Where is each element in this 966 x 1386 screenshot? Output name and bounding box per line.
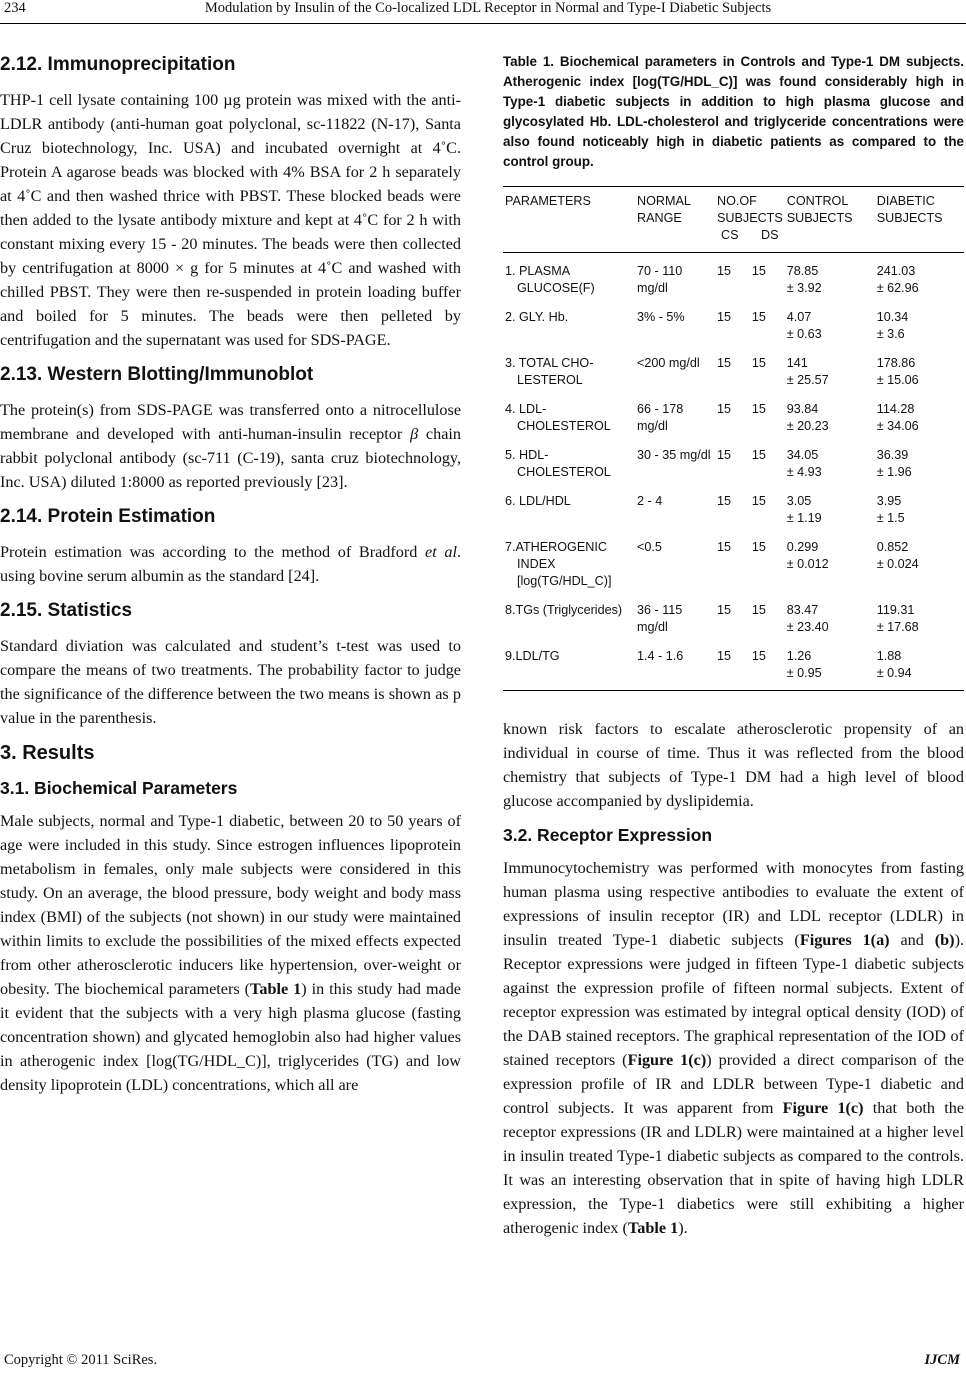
cell-cs: 15: [717, 402, 732, 416]
table-body: [503, 253, 964, 691]
cell-control: 34.05 ± 4.93: [786, 448, 822, 479]
cell-parameter: 4. LDL-CHOLESTEROL: [505, 402, 611, 433]
cell-ds: 15: [751, 356, 766, 370]
journal-name: IJCM: [924, 1352, 960, 1368]
paragraph-immunoprecipitation: THP-1 cell lysate containing 100 µg protein was mixed with the anti-LDLR antibody (anti-human goat polyclonal, sc-11822 (N-17), Santa Cruz biotechnology, Inc. USA) and incubated overnight at 4˚C. Protein A agarose beads was blocked with 4% BSA for 2 h separately at 4˚C and then washed thrice with PBST. These blocked beads were then added to the lysate antibody mixture and kept at 4˚C for 2 h with constant mixing every 15 - 20 minutes. The beads were then collected by centrifugation at 8000 × g for 5 minutes at 4˚C and washed with chilled PBST. They were then re-suspended in protein loading buffer and boiled for 5 minutes. The beads were then pelleted by centrifugation and the supernatant was used for SDS-PAGE.: [0, 91, 461, 349]
paragraph-receptor-expression: Immunocytochemistry was performed with monocytes from fasting human plasma using respective antibodies to evaluate the extent of expressions of insulin receptor (IR) and LDL receptor (LDLR) in insulin treated Type-1 diabetic subjects (Figures 1(a) and (b)). Receptor expressions were judged in fifteen Type-1 diabetic subjects against the expression profile of fifteen normal subjects. Extent of receptor expression was estimated by integral optical density (IOD) of the DAB stained receptors. The graphical representation of the IOD of stained receptors (Figure 1(c)) provided a direct comparison of the expression profile of IR and LDLR between Type-1 diabetic and control subjects. It was apparent from Figure 1(c) that both the receptor expressions (IR and LDLR) were maintained at a higher level in insulin treated Type-1 diabetic subjects as compared to the controls. It was an interesting observation that in spite of having high LDLR expression, the Type-1 diabetics were still exhibiting a higher atherogenic index (Table 1).: [503, 859, 965, 1237]
cell-ds: 15: [751, 264, 766, 278]
right-column: [503, 52, 964, 1250]
cell-cs: 15: [717, 448, 732, 462]
cell-diabetic: 10.34 ± 3.6: [876, 310, 909, 341]
cell-normal-range: 36 - 115 mg/dl: [637, 603, 683, 634]
cell-parameter: 5. HDL-CHOLESTEROL: [505, 448, 611, 479]
paragraph-statistics: Standard diviation was calculated and student’s t-test was used to compare the means of two treatments. The probability factor to judge the significance of the difference between the two means is shown as p value in the parenthesis.: [0, 637, 461, 727]
cell-cs: 15: [717, 356, 732, 370]
cell-control: 0.299 ± 0.012: [786, 540, 829, 571]
header-no-of-subjects: NO.OF SUBJECTS CS DS: [717, 194, 783, 242]
cell-diabetic: 1.88 ± 0.94: [876, 649, 912, 680]
page-footer: [0, 1352, 966, 1376]
cell-control: 93.84 ± 20.23: [786, 402, 829, 433]
cell-parameter: 3. TOTAL CHO-LESTEROL: [505, 356, 594, 387]
cell-control: 4.07 ± 0.63: [786, 310, 822, 341]
cell-diabetic: 114.28 ± 34.06: [876, 402, 919, 433]
page-number: 234: [4, 0, 26, 16]
table-row: [503, 598, 964, 644]
cell-cs: 15: [717, 494, 732, 508]
table-header-row: [503, 187, 964, 253]
header-rule: [0, 23, 966, 24]
cell-parameter: 6. LDL/HDL: [505, 494, 571, 508]
table-row: [503, 351, 964, 397]
cell-ds: 15: [751, 494, 766, 508]
cell-parameter: 9.LDL/TG: [505, 649, 560, 663]
cell-diabetic: 119.31 ± 17.68: [876, 603, 919, 634]
header-parameters: PARAMETERS: [505, 194, 591, 208]
section-heading-2-14: 2.14. Protein Estimation: [0, 506, 216, 527]
header-diabetic-subjects: DIABETIC SUBJECTS: [876, 194, 943, 225]
cell-diabetic: 36.39 ± 1.96: [876, 448, 912, 479]
cell-cs: 15: [717, 310, 732, 324]
cell-ds: 15: [751, 402, 766, 416]
cell-normal-range: 30 - 35 mg/dl: [637, 448, 711, 462]
cell-diabetic: 241.03 ± 62.96: [876, 264, 919, 295]
cell-ds: 15: [751, 603, 766, 617]
cell-diabetic: 3.95 ± 1.5: [876, 494, 905, 525]
section-heading-3-1: 3.1. Biochemical Parameters: [0, 778, 238, 798]
cell-ds: 15: [751, 448, 766, 462]
cell-parameter: 2. GLY. Hb.: [505, 310, 569, 324]
cell-ds: 15: [751, 310, 766, 324]
cell-control: 1.26 ± 0.95: [786, 649, 822, 680]
paragraph-biochemical-parameters: Male subjects, normal and Type-1 diabetic, between 20 to 50 years of age were included in this study. Since estrogen influences lipoprotein metabolism in females, only male subjects were considered in this study. On an average, the blood pressure, body weight and body mass index (BMI) of the subjects (not shown) in our study were maintained within limits to exclude the possibilities of the mixed effects expected from other atherosclerotic inducers like hypertension, over-weight or obesity. The biochemical parameters (Table 1) in this study had made it evident that the subjects with a very high plasma glucose (fasting concentration shown) and glycated hemoglobin also had higher values in atherogenic index [log(TG/HDL_C)], triglycerides (TG) and low density lipoprotein (LDL) concentrations, which all are: [0, 812, 461, 1094]
paragraph-results-continued: known risk factors to escalate atherosclerotic propensity of an individual in course of time. Thus it was reflected from the blood chemistry that subjects of Type-1 DM had a high level of blood glucose accompanied by dyslipidemia.: [503, 720, 964, 810]
cell-normal-range: 3% - 5%: [637, 310, 685, 324]
table-row: [503, 397, 964, 443]
table-row: [503, 535, 964, 598]
header-normal-range: NORMAL RANGE: [637, 194, 691, 225]
table-caption: Table 1. Biochemical parameters in Controls and Type-1 DM subjects. Atherogenic index [log(TG/HDL_C)] was found considerably high in Type-1 diabetic subjects in addition to high plasma glucose and glycosylated Hb. LDL-cholesterol and triglyceride concentrations were also found noticeably high in diabetic patients as compared to the control group.: [503, 54, 964, 169]
cell-control: 78.85 ± 3.92: [786, 264, 822, 295]
section-heading-2-15: 2.15. Statistics: [0, 600, 133, 621]
cell-cs: 15: [717, 649, 732, 663]
cell-normal-range: 2 - 4: [637, 494, 663, 508]
table-row: [503, 644, 964, 691]
section-heading-2-12: 2.12. Immunoprecipitation: [0, 54, 236, 75]
cell-control: 141 ± 25.57: [786, 356, 829, 387]
cell-diabetic: 0.852 ± 0.024: [876, 540, 919, 571]
cell-parameter: 7.ATHEROGENIC INDEX [log(TG/HDL_C)]: [505, 540, 612, 588]
biochemical-parameters-table: [503, 186, 964, 691]
table-row: [503, 489, 964, 535]
table-row: [503, 253, 964, 306]
cell-diabetic: 178.86 ± 15.06: [876, 356, 919, 387]
table-row: [503, 443, 964, 489]
cell-control: 83.47 ± 23.40: [786, 603, 829, 634]
cell-normal-range: 66 - 178 mg/dl: [637, 402, 684, 433]
cell-cs: 15: [717, 264, 732, 278]
copyright-notice: Copyright © 2011 SciRes.: [4, 1352, 158, 1368]
cell-parameter: 8.TGs (Triglycerides): [505, 603, 623, 617]
section-heading-3: 3. Results: [0, 742, 95, 764]
cell-control: 3.05 ± 1.19: [786, 494, 822, 525]
cell-normal-range: <200 mg/dl: [637, 356, 700, 370]
cell-normal-range: <0.5: [637, 540, 662, 554]
cell-parameter: 1. PLASMA GLUCOSE(F): [505, 264, 595, 295]
cell-cs: 15: [717, 540, 732, 554]
section-heading-2-13: 2.13. Western Blotting/Immunoblot: [0, 364, 314, 385]
cell-normal-range: 70 - 110 mg/dl: [637, 264, 683, 295]
cell-cs: 15: [717, 603, 732, 617]
cell-ds: 15: [751, 540, 766, 554]
paragraph-western-blotting: The protein(s) from SDS-PAGE was transferred onto a nitrocellulose membrane and developed with anti-human-insulin receptor β chain rabbit polyclonal antibody (sc-711 (C-19), santa cruz biotechnology, Inc. USA) diluted 1:8000 as reported previously [23].: [0, 401, 461, 491]
section-heading-3-2: 3.2. Receptor Expression: [503, 825, 713, 845]
cell-ds: 15: [751, 649, 766, 663]
paragraph-protein-estimation: Protein estimation was according to the method of Bradford et al. using bovine serum albumin as the standard [24].: [0, 543, 461, 585]
page-header: [0, 0, 966, 22]
header-control-subjects: CONTROL SUBJECTS: [786, 194, 853, 225]
left-column: [0, 52, 461, 1107]
cell-normal-range: 1.4 - 1.6: [637, 649, 684, 663]
running-title: Modulation by Insulin of the Co-localized LDL Receptor in Normal and Type-I Diabetic Subjects: [204, 0, 772, 16]
table-row: [503, 305, 964, 351]
